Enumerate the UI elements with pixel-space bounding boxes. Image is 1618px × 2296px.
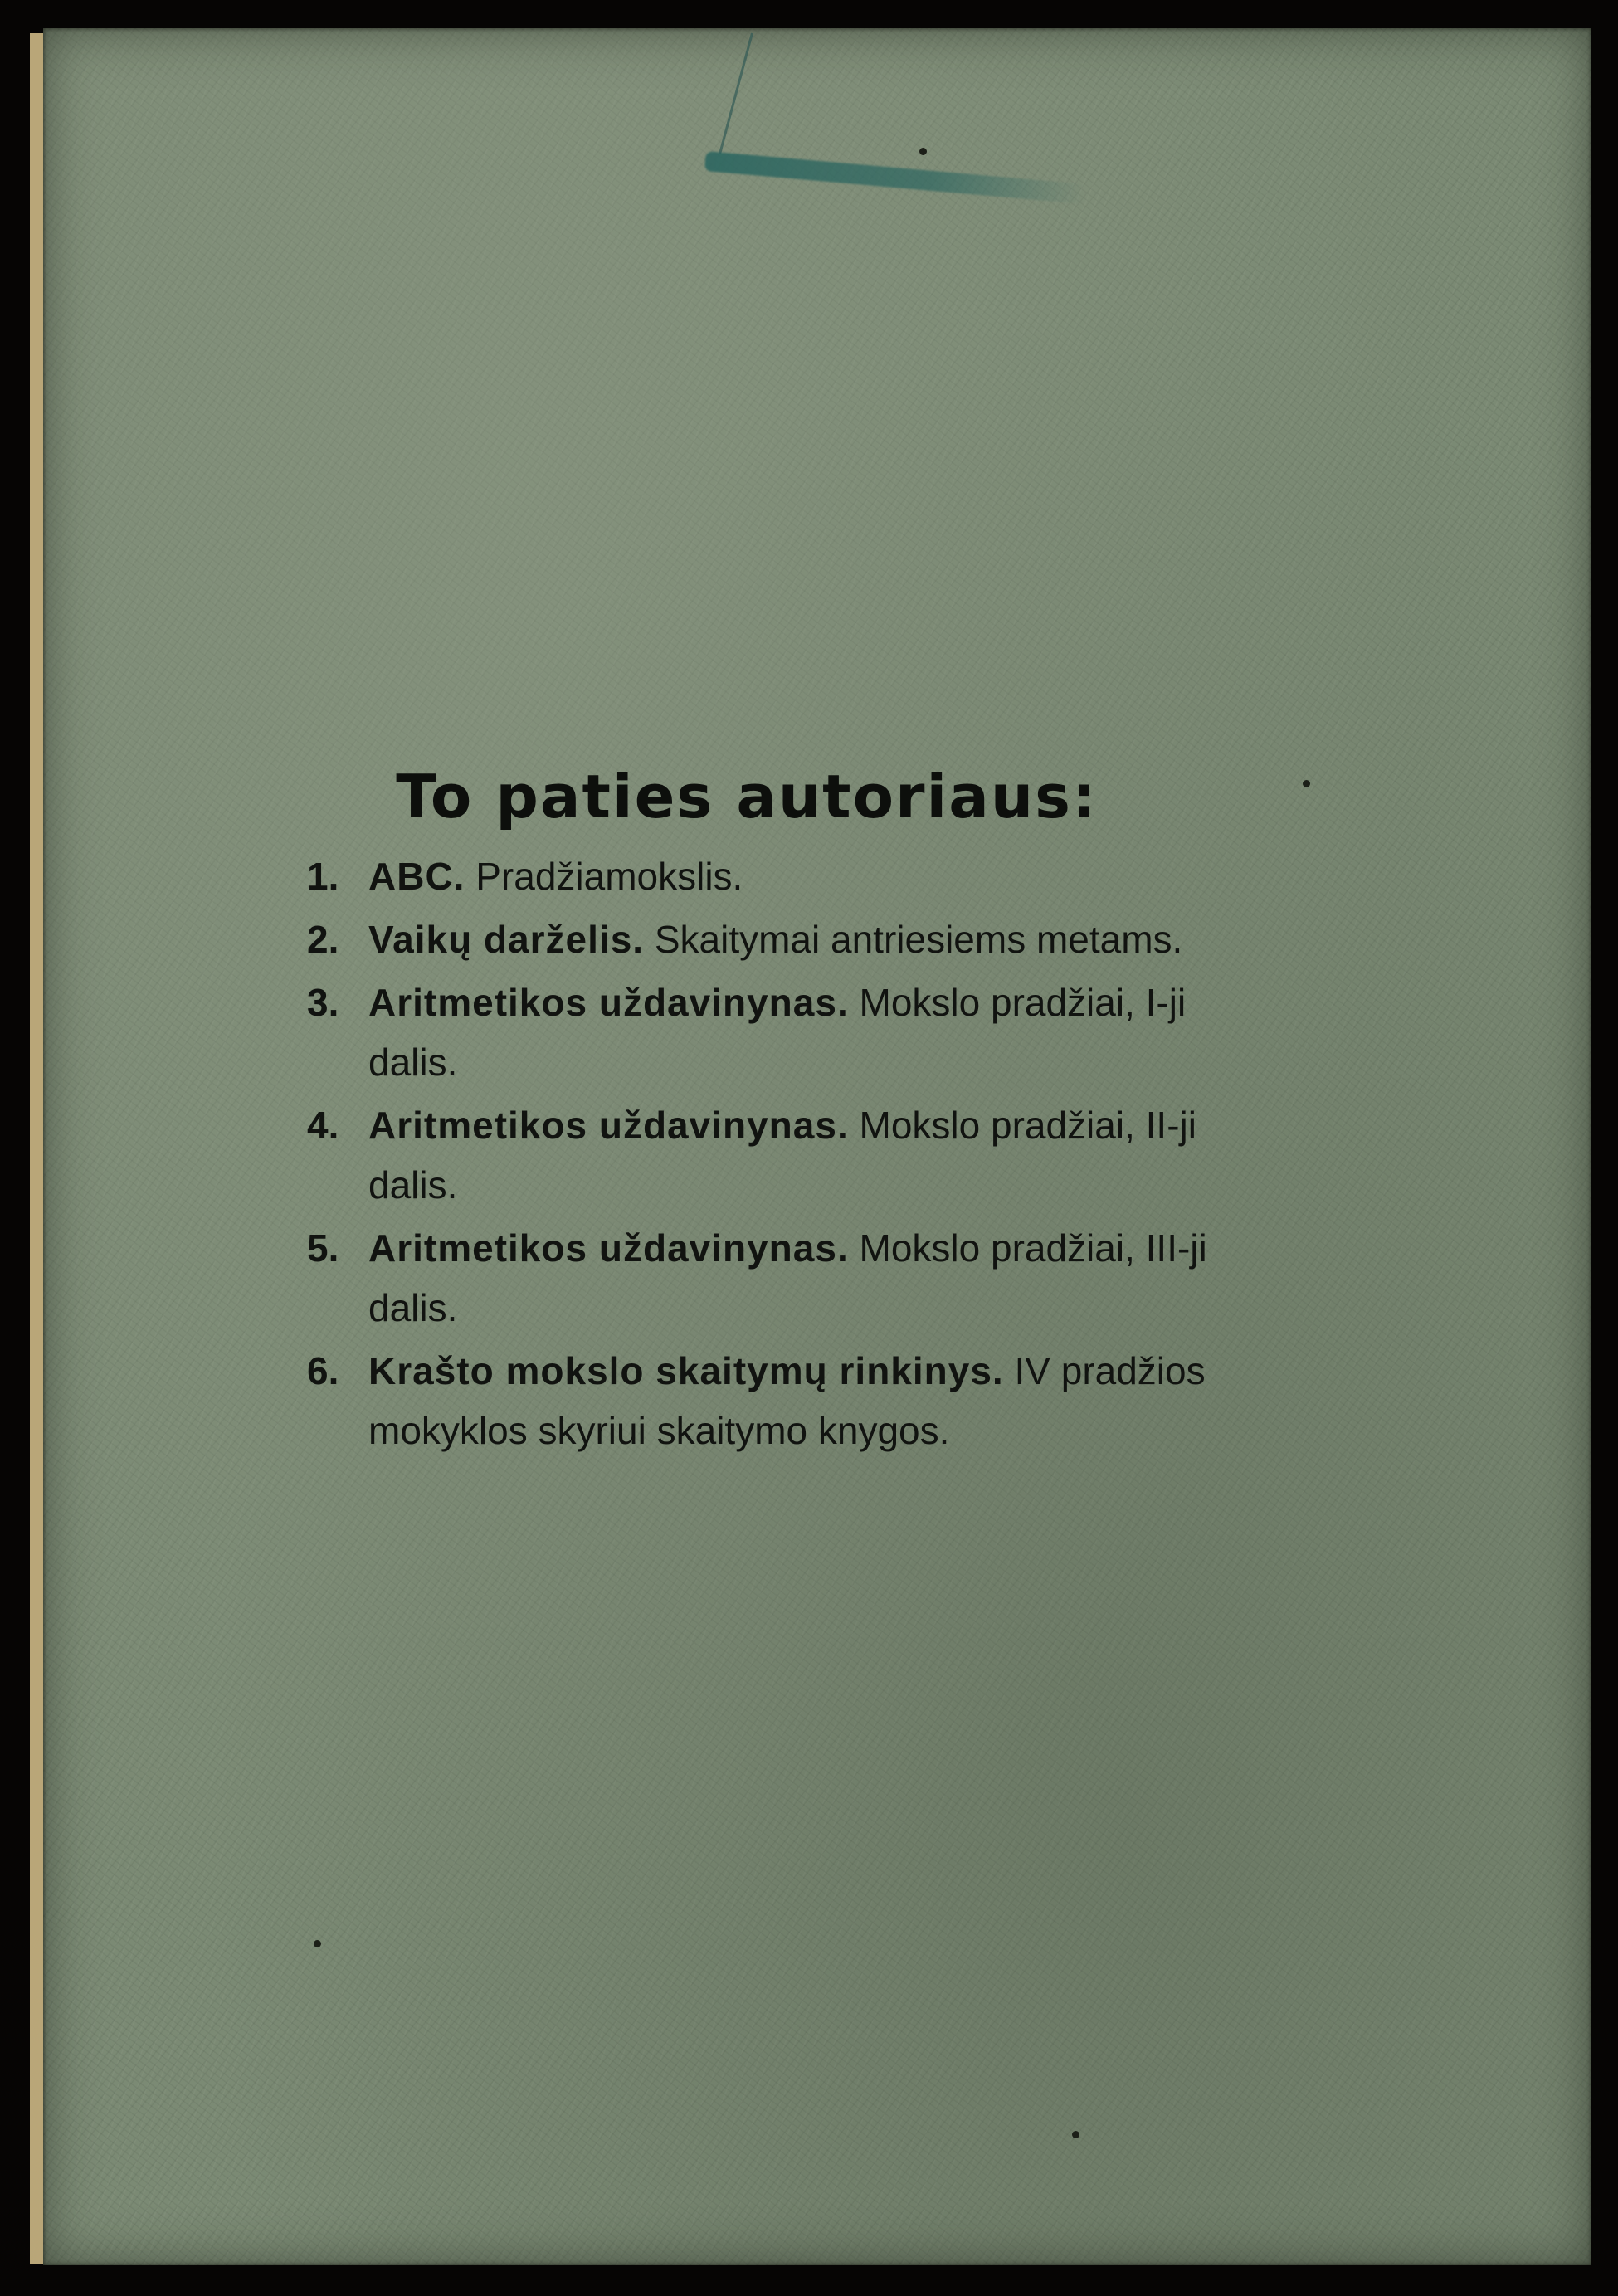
book-title: Krašto mokslo skaitymų rinkinys. bbox=[368, 1349, 1004, 1392]
list-item-number: 3. bbox=[307, 981, 339, 1024]
list-item-number: 6. bbox=[307, 1349, 339, 1392]
book-title: Aritmetikos uždavinynas. bbox=[368, 1226, 849, 1270]
paper-speck bbox=[919, 148, 927, 155]
book-description-continuation: dalis. bbox=[368, 1286, 458, 1329]
book-description-continuation: dalis. bbox=[368, 1163, 458, 1206]
list-item-number: 5. bbox=[307, 1226, 339, 1270]
book-description: IV pradžios bbox=[1014, 1349, 1206, 1392]
list-item bbox=[307, 909, 1386, 969]
paper-speck bbox=[1072, 2131, 1079, 2138]
list-item bbox=[307, 973, 1386, 1092]
list-item-number: 4. bbox=[307, 1104, 339, 1147]
book-list bbox=[307, 846, 1386, 1464]
list-item-number: 1. bbox=[307, 855, 339, 898]
list-item bbox=[307, 846, 1386, 906]
book-description: Skaitymai antriesiems metams. bbox=[654, 918, 1183, 961]
list-item-number: 2. bbox=[307, 918, 339, 961]
paper-speck bbox=[314, 1940, 321, 1947]
book-description: Mokslo pradžiai, III-ji bbox=[859, 1226, 1207, 1270]
book-title: Aritmetikos uždavinynas. bbox=[368, 981, 849, 1024]
book-title: ABC. bbox=[368, 855, 465, 898]
book-title: Aritmetikos uždavinynas. bbox=[368, 1104, 849, 1147]
paper-speck bbox=[1303, 780, 1310, 787]
book-description: Pradžiamokslis. bbox=[475, 855, 743, 898]
book-description-continuation: dalis. bbox=[368, 1041, 458, 1084]
book-description-continuation: mokyklos skyriui skaitymo knygos. bbox=[368, 1409, 950, 1452]
page-title: To paties autoriaus: bbox=[396, 762, 1098, 831]
book-title: Vaikų darželis. bbox=[368, 918, 645, 961]
list-item bbox=[307, 1095, 1386, 1215]
list-item bbox=[307, 1218, 1386, 1338]
list-item bbox=[307, 1341, 1386, 1460]
book-description: Mokslo pradžiai, II-ji bbox=[859, 1104, 1196, 1147]
book-description: Mokslo pradžiai, I-ji bbox=[859, 981, 1187, 1024]
